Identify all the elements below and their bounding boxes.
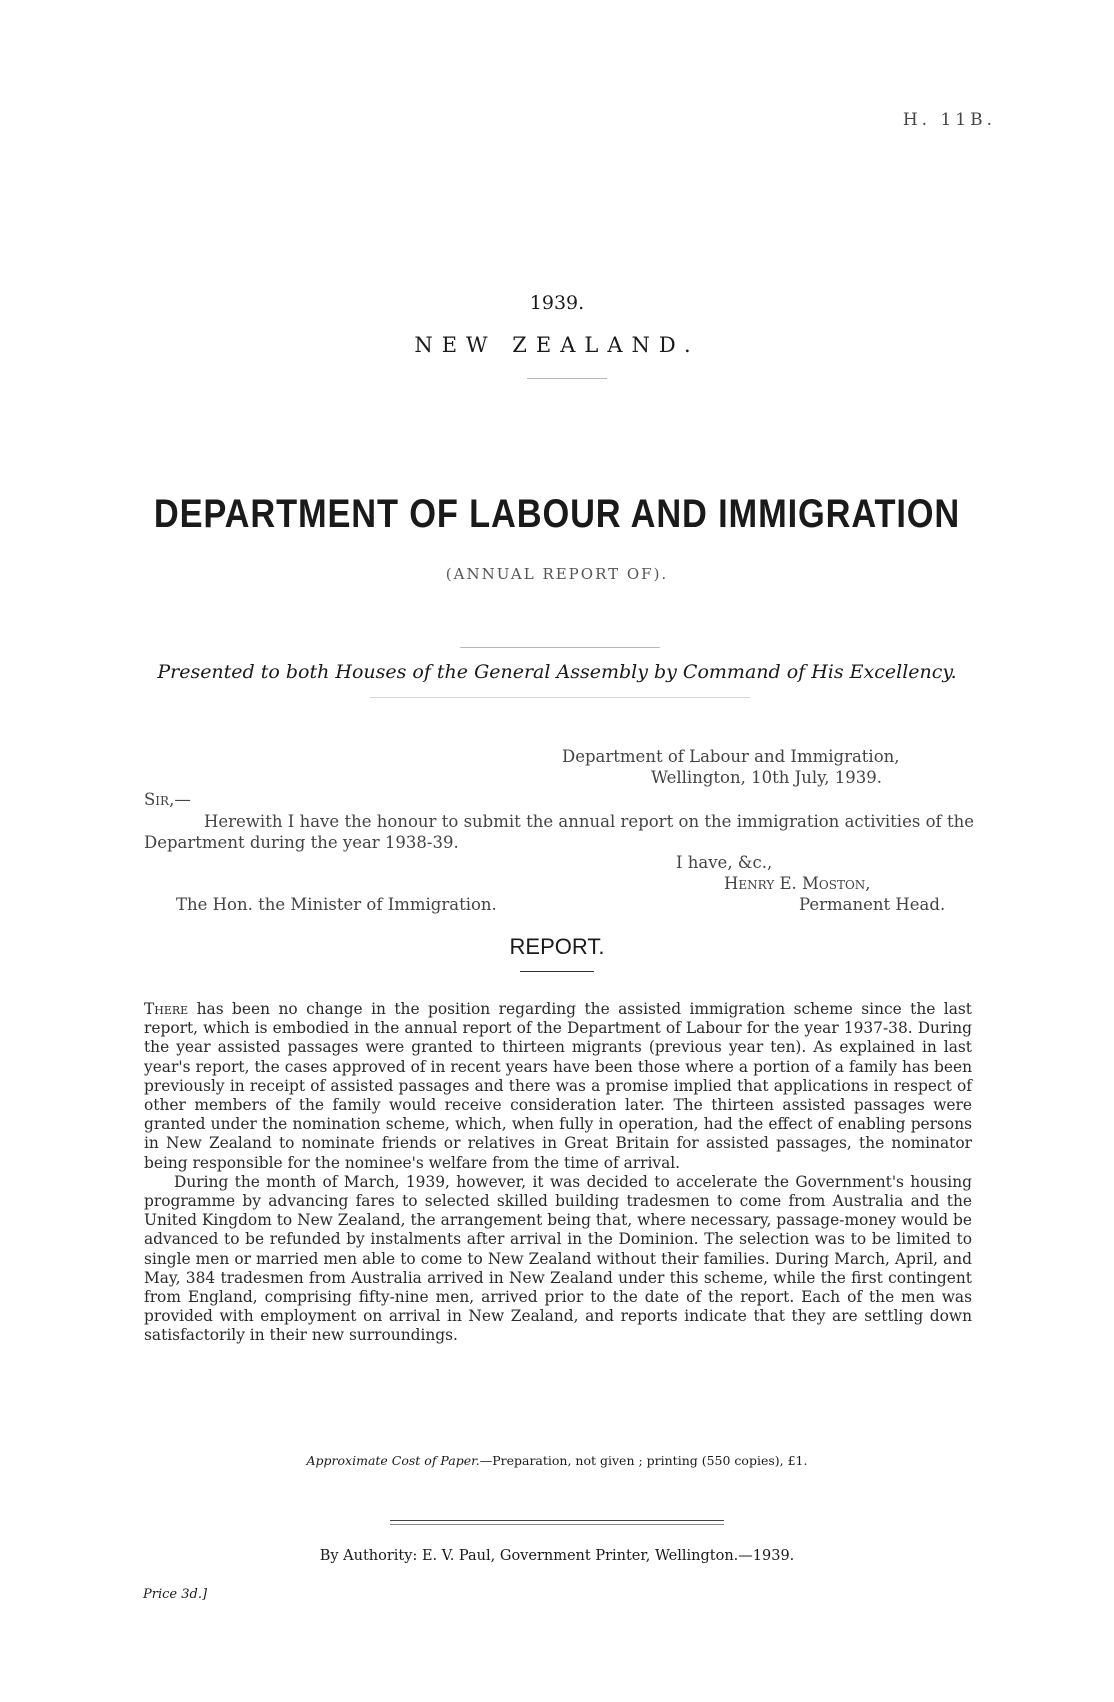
letter-salutation: Sir,—	[144, 790, 191, 809]
cost-label: Approximate Cost of Paper.	[306, 1453, 480, 1468]
authority-label: By Authority:	[319, 1548, 418, 1564]
letter-closing: I have, &c.,	[676, 853, 773, 872]
cost-text: —Preparation, not given ; printing (550 copies), £1.	[479, 1453, 808, 1468]
divider	[370, 697, 750, 698]
divider	[390, 1524, 724, 1525]
divider	[460, 647, 660, 648]
report-paragraph	[144, 1000, 972, 1173]
presented-line: Presented to both Houses of the General Assembly by Command of His Excellency.	[157, 661, 957, 683]
divider	[390, 1520, 724, 1521]
letter-origin-line1: Department of Labour and Immigration,	[562, 747, 900, 766]
letter-origin-line2: Wellington, 10th July, 1939.	[651, 768, 882, 787]
cost-of-paper	[0, 1453, 1114, 1468]
divider	[520, 971, 594, 972]
letter-signatory: Henry E. Moston,	[724, 874, 871, 893]
price: Price 3d.]	[143, 1587, 208, 1602]
report-heading: REPORT.	[509, 934, 605, 959]
year: 1939.	[529, 292, 585, 314]
report-body	[144, 1000, 972, 1346]
printer-authority	[0, 1548, 1114, 1564]
letter-addressee: The Hon. the Minister of Immigration.	[176, 895, 497, 914]
letter-body: Herewith I have the honour to submit the annual report on the immigration activities of the Department during the year 1938-39.	[144, 812, 974, 852]
report-paragraph: During the month of March, 1939, however, it was decided to accelerate the Government's housing programme by advancing fares to selected skilled building tradesmen to come from Australia and the United Kingdom to New Zealand, the arrangement being that, where necessary, passage-money would be advanced to be refunded by instalments after arrival in the Dominion. The selection was to be limited to single men or married men able to come to New Zealand without their families. During March, April, and May, 384 tradesmen from Australia arrived in New Zealand under this scheme, while the first contingent from England, comprising fifty-nine men, arrived prior to the date of the report. Each of the men was provided with employment on arrival in New Zealand, and reports indicate that they are settling down satisfactorily in their new surroundings.	[144, 1172, 972, 1345]
country: NEW ZEALAND.	[414, 333, 700, 357]
authority-text: E. V. Paul, Government Printer, Wellington.—1939.	[421, 1548, 795, 1564]
paragraph-lead: There	[144, 1000, 189, 1018]
letter-signatory-title: Permanent Head.	[799, 895, 946, 914]
department-title: DEPARTMENT OF LABOUR AND IMMIGRATION	[153, 492, 961, 536]
divider	[527, 378, 607, 379]
report-subtitle: (ANNUAL REPORT OF).	[445, 565, 669, 583]
paragraph-text: has been no change in the position regarding the assisted immigration scheme since the last report, which is embodied in the annual report of the Department of Labour for the year 1937-38. During the year assisted passages were granted to thirteen migrants (previous year ten). As explained in last year's report, the cases approved of in recent years have been those where a portion of a family has been previously in receipt of assisted passages and there was a promise implied that applications in respect of other members of the family would receive consideration later. The thirteen assisted passages were granted under the nomination scheme, which, when fully in operation, had the effect of enabling persons in New Zealand to nominate friends or relatives in Great Britain for assisted passages, the nominator being responsible for the nominee's welfare from the time of arrival.	[144, 1000, 972, 1172]
document-reference: H. 11B.	[902, 110, 996, 130]
